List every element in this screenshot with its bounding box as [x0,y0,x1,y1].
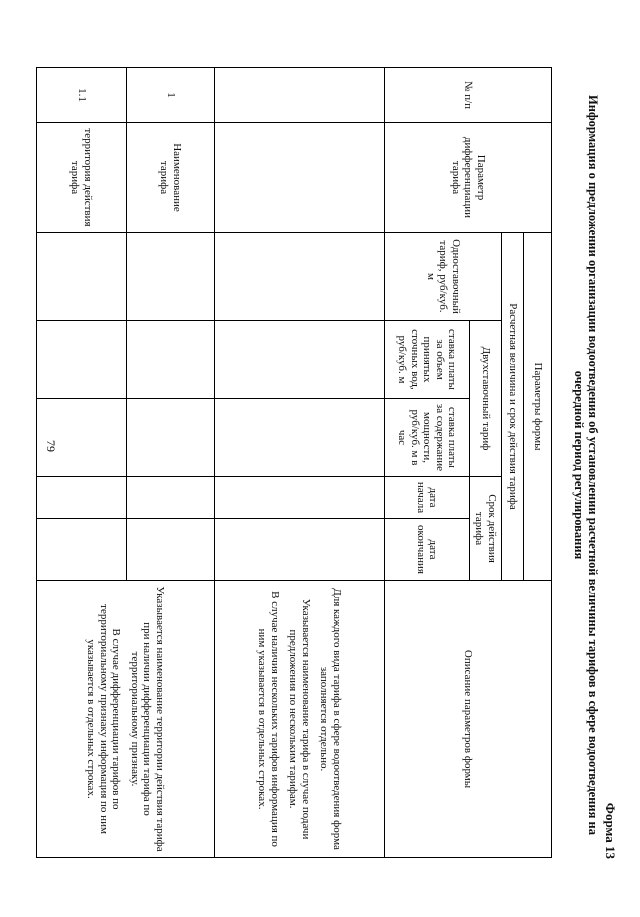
row-num: 1 [127,68,215,123]
cell-rate-volume [37,321,127,399]
page-number: 79 [44,440,58,452]
header-date-end: дата окончания [385,519,470,581]
cell-date-end [37,519,127,581]
row-num: 1.1 [37,68,127,123]
desc-paragraph: В случае дифференциации тарифов по территориальному признаку информация по ним указывается в отдельных строках. [85,604,123,834]
cell-date-start [215,477,385,519]
row-description [37,581,215,858]
cell-date-end [127,519,215,581]
desc-paragraph: В случае наличия нескольких тарифов информация по ним указывается в отдельных строках. [256,591,281,847]
table-row [215,68,385,858]
desc-paragraph: Для каждого вида тарифа в сфере водоотведения форма заполняется отдельно. [318,588,343,850]
cell-rate-volume [127,321,215,399]
cell-rate-capacity [127,399,215,477]
form-number: Форма 13 [603,802,618,859]
form-table [36,67,552,858]
cell-date-start [127,477,215,519]
row-param: Наименование тарифа [127,123,215,233]
cell-date-end [215,519,385,581]
header-rate-volume: ставка платы за объем принятых сточных вод, руб/куб. м [385,321,470,399]
cell-single-tariff [215,233,385,321]
row-param [215,123,385,233]
header-single-tariff: Одноставочный тариф, руб/куб. м [385,233,502,321]
row-num [215,68,385,123]
header-date-start: дата начала [385,477,470,519]
cell-date-start [37,477,127,519]
cell-rate-capacity [215,399,385,477]
header-form-params: Параметры формы [524,233,552,581]
header-validity: Срок действия тарифа [470,477,502,581]
header-description: Описание параметров формы [385,581,552,858]
document-title: Информация о предложении организации водоотведения об установлении расчетной величины тарифов в сфере водоотведения на очередной период регулирования [572,95,600,835]
header-num: № п/п [385,68,552,123]
row-description [215,581,385,858]
cell-rate-capacity [37,399,127,477]
cell-rate-volume [215,321,385,399]
table-row [127,68,215,858]
row-param: территория действия тарифа [37,123,127,233]
header-param: Параметр дифференциации тарифа [385,123,552,233]
cell-single-tariff [37,233,127,321]
desc-paragraph: Указывается наименование территории действия тарифа при наличии дифференциации тарифа по территориальному признаку. [129,586,166,852]
header-calc-value: Расчетная величина и срок действия тарифа [502,233,524,581]
header-rate-capacity: ставка платы за содержание мощности, руб/куб. м в час [385,399,470,477]
desc-paragraph: Указывается наименование тарифа в случае подачи предложения по нескольким тарифам. [287,598,312,840]
cell-single-tariff [127,233,215,321]
header-two-part-tariff: Двухставочный тариф [470,321,502,477]
